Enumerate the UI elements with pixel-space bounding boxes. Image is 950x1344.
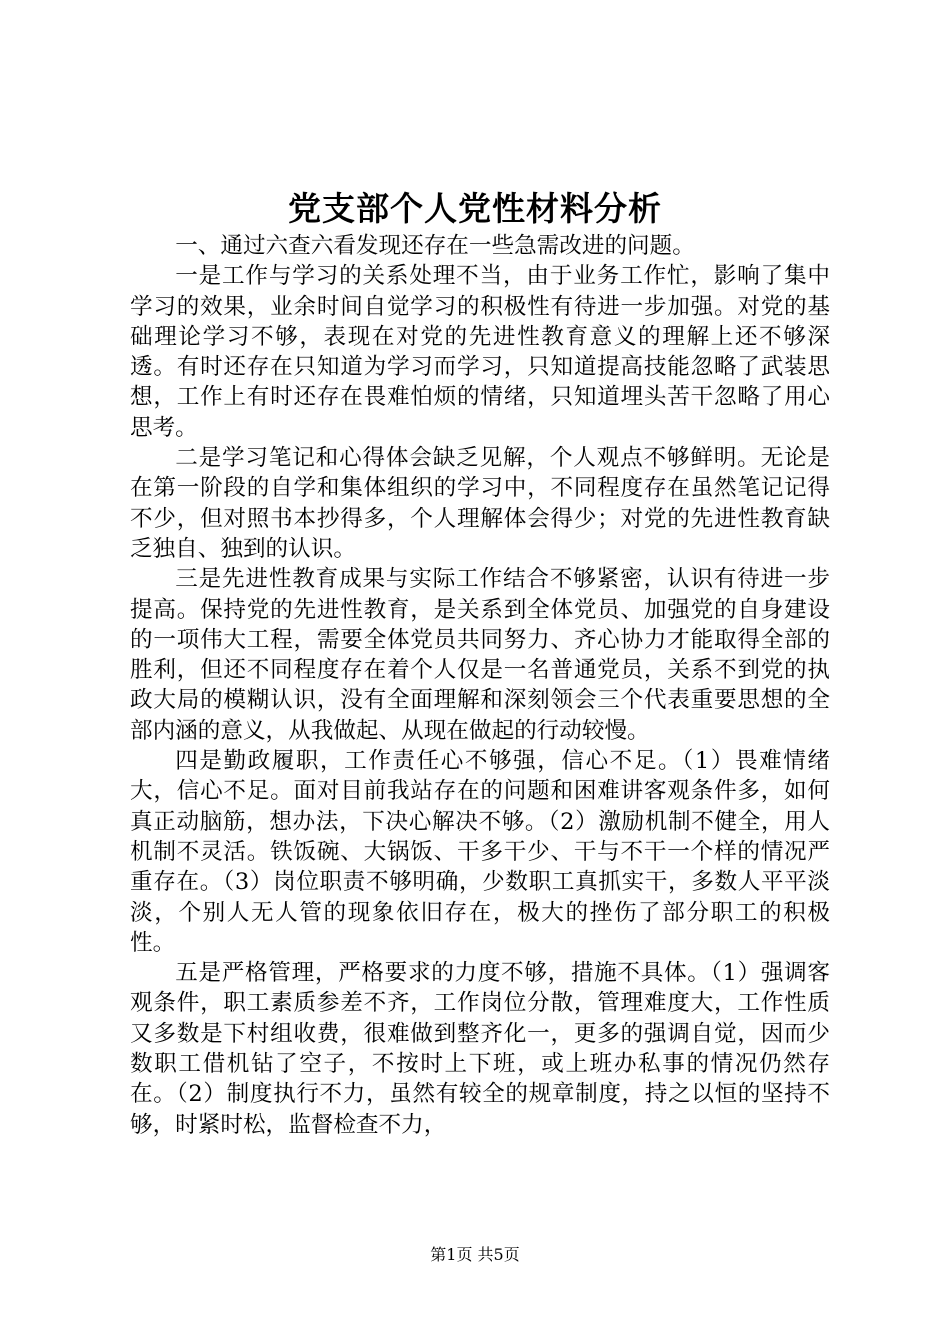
paragraph-intro: 一、通过六查六看发现还存在一些急需改进的问题。 [175, 233, 695, 259]
paragraph-point-5: 五是严格管理，严格要求的力度不够，措施不具体。（1）强调客观条件，职工素质参差不齐，工作岗位分散，管理难度大，工作性质又多数是下村组收费，很难做到整齐化一，更多的强调自觉，因而少数职工借机钻了空子，不按时上下班，或上班办私事的情况仍然存在。（2）制度执行不力，虽然有较全的规章制度，持之以恒的坚持不够，时紧时松，监督检查不力， [130, 960, 830, 1138]
paragraph-point-4: 四是勤政履职，工作责任心不够强，信心不足。（1）畏难情绪大，信心不足。面对目前我站存在的问题和困难讲客观条件多，如何真正动脑筋，想办法，下决心解决不够。（2）激励机制不健全，用人机制不灵活。铁饭碗、大锅饭、干多干少、干与不干一个样的情况严重存在。（3）岗位职责不够明确，少数职工真抓实干，多数人平平淡淡，个别人无人管的现象依旧存在，极大的挫伤了部分职工的积极性。 [130, 748, 830, 956]
paragraph-point-2: 二是学习笔记和心得体会缺乏见解，个人观点不够鲜明。无论是在第一阶段的自学和集体组织的学习中，不同程度存在虽然笔记记得不少，但对照书本抄得多，个人理解体会得少；对党的先进性教育缺乏独自、独到的认识。 [130, 445, 830, 562]
paragraph-point-3: 三是先进性教育成果与实际工作结合不够紧密，认识有待进一步提高。保持党的先进性教育，是关系到全体党员、加强党的自身建设的一项伟大工程，需要全体党员共同努力、齐心协力才能取得全部的胜利，但还不同程度存在着个人仅是一名普通党员，关系不到党的执政大局的模糊认识，没有全面理解和深刻领会三个代表重要思想的全部内涵的意义，从我做起、从现在做起的行动较慢。 [130, 566, 830, 744]
document-body [130, 231, 830, 1140]
paragraph-point-1: 一是工作与学习的关系处理不当，由于业务工作忙，影响了集中学习的效果，业余时间自觉学习的积极性有待进一步加强。对党的基础理论学习不够，表现在对党的先进性教育意义的理解上还不够深透。有时还存在只知道为学习而学习，只知道提高技能忽略了武装思想，工作上有时还存在畏难怕烦的情绪，只知道埋头苦干忽略了用心思考。 [130, 263, 830, 441]
page-number-footer: 第1页 共5页 [430, 1245, 520, 1264]
document-title: 党支部个人党性材料分析 [288, 189, 662, 228]
